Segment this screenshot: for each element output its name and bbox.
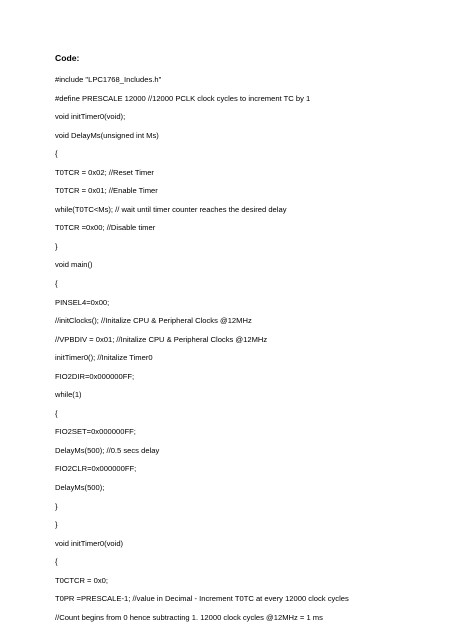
code-line: {: [55, 408, 58, 418]
code-line: {: [55, 557, 58, 567]
code-line: T0TCR =0x00; //Disable timer: [55, 223, 156, 233]
code-line: }: [55, 520, 58, 530]
code-listing: [55, 75, 445, 631]
code-line: //initClocks(); //Initalize CPU & Peripheral Clocks @12MHz: [55, 316, 252, 326]
code-line: PINSEL4=0x00;: [55, 297, 110, 307]
code-line: //VPBDIV = 0x01; //Initalize CPU & Peripheral Clocks @12MHz: [55, 334, 268, 344]
code-line: //Count begins from 0 hence subtracting 1. 12000 clock cycles @12MHz = 1 ms: [55, 612, 323, 622]
code-line: DelayMs(500); //0.5 secs delay: [55, 445, 160, 455]
code-line: FIO2CLR=0x000000FF;: [55, 464, 137, 474]
code-line: while(T0TC<Ms); // wait until timer counter reaches the desired delay: [55, 204, 287, 214]
code-line: while(1): [55, 390, 82, 400]
code-line: initTimer0(); //Initalize Timer0: [55, 353, 153, 363]
code-line: T0TCR = 0x02; //Reset Timer: [55, 167, 154, 177]
code-line: void initTimer0(void);: [55, 112, 126, 122]
code-line: {: [55, 149, 58, 159]
code-heading: Code:: [55, 53, 80, 63]
code-line: #include "LPC1768_Includes.h": [55, 75, 162, 84]
code-line: }: [55, 241, 58, 251]
code-line: }: [55, 501, 58, 511]
code-line: T0PR =PRESCALE-1; //value in Decimal - Increment T0TC at every 12000 clock cycles: [55, 594, 349, 604]
code-line: #define PRESCALE 12000 //12000 PCLK clock cycles to increment TC by 1: [55, 93, 311, 103]
code-line: void initTimer0(void): [55, 538, 124, 548]
code-line: DelayMs(500);: [55, 483, 105, 493]
code-line: {: [55, 279, 58, 289]
code-line: void main(): [55, 260, 93, 270]
code-line: T0TCR = 0x01; //Enable Timer: [55, 186, 158, 196]
code-line: FIO2DIR=0x000000FF;: [55, 371, 135, 381]
code-line: T0CTCR = 0x0;: [55, 575, 108, 585]
code-line: void DelayMs(unsigned int Ms): [55, 130, 159, 140]
code-line: FIO2SET=0x000000FF;: [55, 427, 136, 437]
